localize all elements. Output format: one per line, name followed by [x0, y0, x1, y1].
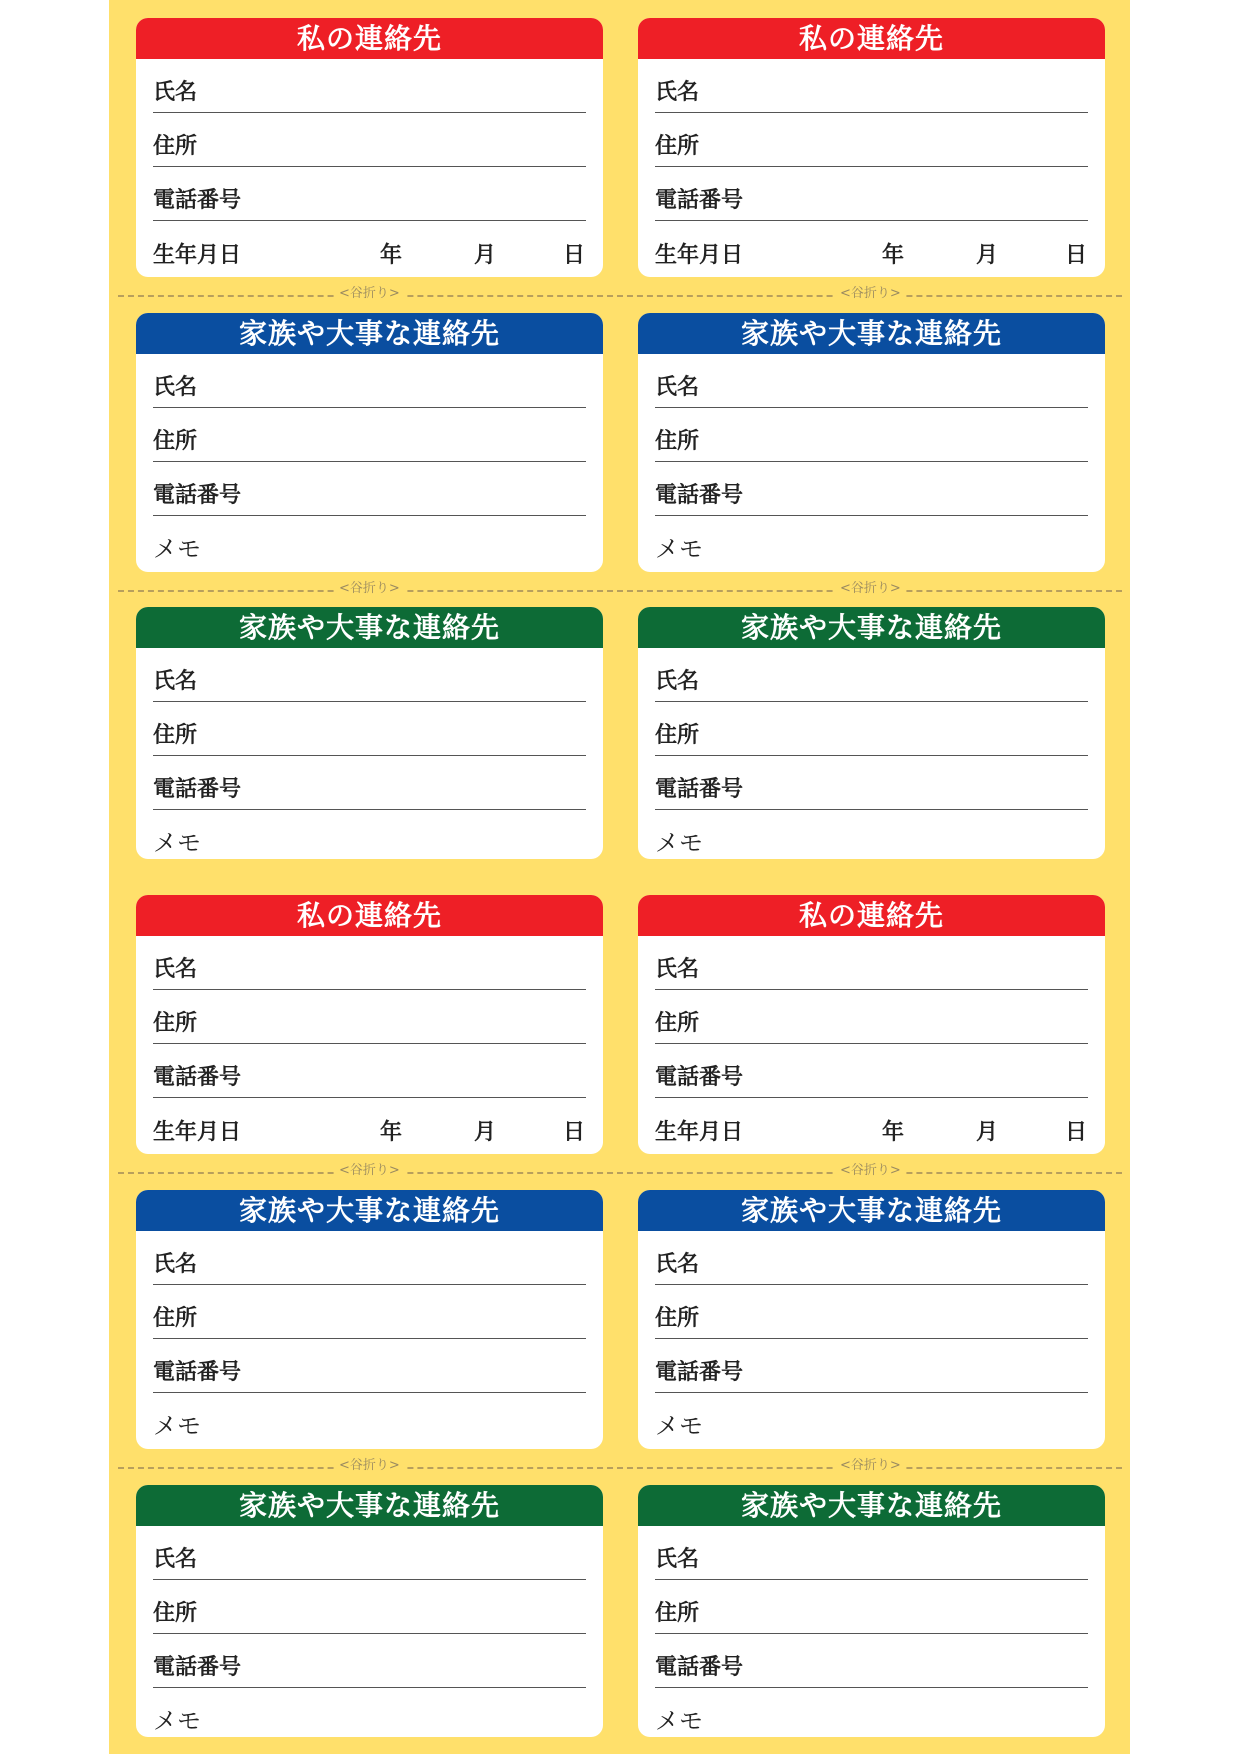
my-contact-card — [638, 895, 1105, 1154]
memo-field[interactable] — [655, 516, 1088, 570]
name-label: 氏名 — [153, 1547, 198, 1572]
phone-field[interactable] — [153, 1634, 586, 1688]
fold-label: <谷折り> — [335, 287, 404, 301]
month-unit-label: 月 — [474, 243, 497, 268]
name-label: 氏名 — [655, 1252, 700, 1277]
day-unit-label: 日 — [563, 1120, 586, 1145]
fold-line — [118, 295, 1122, 297]
fold-label: <谷折り> — [836, 1164, 905, 1178]
fold-label: <谷折り> — [335, 1459, 404, 1473]
card-title: 私の連絡先 — [638, 895, 1105, 936]
memo-field[interactable] — [655, 810, 1088, 859]
phone-field[interactable] — [655, 1044, 1088, 1098]
memo-field[interactable] — [153, 1393, 586, 1447]
birthday-label: 生年月日 — [153, 1120, 242, 1145]
name-label: 氏名 — [655, 375, 700, 400]
birthday-label: 生年月日 — [655, 1120, 744, 1145]
family-contact-card — [638, 607, 1105, 859]
birthday-field[interactable] — [655, 221, 1088, 275]
phone-label: 電話番号 — [655, 188, 744, 213]
family-contact-card — [136, 1190, 603, 1449]
memo-label: メモ — [655, 1412, 703, 1440]
phone-label: 電話番号 — [153, 188, 242, 213]
my-contact-card — [638, 18, 1105, 277]
phone-field[interactable] — [655, 167, 1088, 221]
address-label: 住所 — [153, 134, 198, 159]
address-label: 住所 — [655, 723, 700, 748]
year-unit-label: 年 — [882, 1120, 905, 1145]
name-field[interactable] — [655, 354, 1088, 408]
phone-field[interactable] — [655, 1634, 1088, 1688]
name-field[interactable] — [655, 59, 1088, 113]
fold-label: <谷折り> — [335, 582, 404, 596]
card-fields — [638, 648, 1105, 859]
phone-label: 電話番号 — [153, 1655, 242, 1680]
address-field[interactable] — [655, 990, 1088, 1044]
card-fields — [136, 936, 603, 1152]
year-unit-label: 年 — [380, 243, 403, 268]
name-field[interactable] — [153, 1231, 586, 1285]
card-fields — [638, 1526, 1105, 1737]
family-contact-card — [136, 607, 603, 859]
address-field[interactable] — [655, 702, 1088, 756]
name-field[interactable] — [655, 936, 1088, 990]
card-title: 家族や大事な連絡先 — [136, 607, 603, 648]
card-title: 家族や大事な連絡先 — [638, 1485, 1105, 1526]
memo-label: メモ — [655, 535, 703, 563]
memo-label: メモ — [153, 535, 201, 563]
card-fields — [638, 1231, 1105, 1447]
fold-label: <谷折り> — [836, 582, 905, 596]
birthday-field[interactable] — [655, 1098, 1088, 1152]
my-contact-card — [136, 895, 603, 1154]
name-label: 氏名 — [655, 957, 700, 982]
address-label: 住所 — [655, 134, 700, 159]
birthday-label: 生年月日 — [153, 243, 242, 268]
family-contact-card — [136, 313, 603, 572]
card-fields — [638, 936, 1105, 1152]
fold-label: <谷折り> — [836, 287, 905, 301]
phone-label: 電話番号 — [655, 1655, 744, 1680]
card-title: 私の連絡先 — [136, 895, 603, 936]
card-title: 家族や大事な連絡先 — [136, 1485, 603, 1526]
phone-field[interactable] — [153, 1339, 586, 1393]
address-field[interactable] — [655, 1285, 1088, 1339]
name-label: 氏名 — [153, 375, 198, 400]
fold-line — [118, 590, 1122, 592]
phone-label: 電話番号 — [153, 483, 242, 508]
card-title: 家族や大事な連絡先 — [136, 1190, 603, 1231]
card-title: 私の連絡先 — [136, 18, 603, 59]
address-label: 住所 — [153, 1306, 198, 1331]
name-field[interactable] — [153, 648, 586, 702]
day-unit-label: 日 — [1065, 243, 1088, 268]
memo-field[interactable] — [153, 810, 586, 859]
phone-field[interactable] — [655, 756, 1088, 810]
address-field[interactable] — [153, 702, 586, 756]
family-contact-card — [638, 1190, 1105, 1449]
card-title: 私の連絡先 — [638, 18, 1105, 59]
day-unit-label: 日 — [1065, 1120, 1088, 1145]
name-label: 氏名 — [153, 80, 198, 105]
fold-label: <谷折り> — [335, 1164, 404, 1178]
memo-label: メモ — [153, 1412, 201, 1440]
address-field[interactable] — [153, 1580, 586, 1634]
card-title: 家族や大事な連絡先 — [136, 313, 603, 354]
name-field[interactable] — [153, 59, 586, 113]
year-unit-label: 年 — [380, 1120, 403, 1145]
phone-label: 電話番号 — [655, 1360, 744, 1385]
name-label: 氏名 — [153, 669, 198, 694]
birthday-field[interactable] — [153, 1098, 586, 1152]
memo-label: メモ — [655, 1707, 703, 1735]
family-contact-card — [136, 1485, 603, 1737]
fold-line — [118, 1467, 1122, 1469]
card-fields — [638, 354, 1105, 570]
name-field[interactable] — [655, 1526, 1088, 1580]
card-fields — [136, 59, 603, 275]
address-label: 住所 — [153, 1601, 198, 1626]
card-fields — [638, 59, 1105, 275]
month-unit-label: 月 — [976, 243, 999, 268]
name-label: 氏名 — [655, 80, 700, 105]
year-unit-label: 年 — [882, 243, 905, 268]
name-field[interactable] — [655, 1231, 1088, 1285]
phone-field[interactable] — [655, 1339, 1088, 1393]
fold-line — [118, 1172, 1122, 1174]
address-field[interactable] — [655, 408, 1088, 462]
card-fields — [136, 1526, 603, 1737]
name-field[interactable] — [153, 1526, 586, 1580]
phone-field[interactable] — [153, 756, 586, 810]
name-label: 氏名 — [655, 669, 700, 694]
card-fields — [136, 648, 603, 859]
name-field[interactable] — [153, 936, 586, 990]
month-unit-label: 月 — [976, 1120, 999, 1145]
address-label: 住所 — [655, 1011, 700, 1036]
phone-label: 電話番号 — [655, 1065, 744, 1090]
memo-label: メモ — [655, 829, 703, 857]
name-label: 氏名 — [153, 957, 198, 982]
fold-label: <谷折り> — [836, 1459, 905, 1473]
address-field[interactable] — [153, 990, 586, 1044]
address-label: 住所 — [153, 723, 198, 748]
card-title: 家族や大事な連絡先 — [638, 313, 1105, 354]
card-fields — [136, 354, 603, 570]
birthday-field[interactable] — [153, 221, 586, 275]
phone-label: 電話番号 — [655, 483, 744, 508]
address-field[interactable] — [153, 408, 586, 462]
family-contact-card — [638, 1485, 1105, 1737]
phone-label: 電話番号 — [153, 777, 242, 802]
phone-field[interactable] — [153, 167, 586, 221]
card-fields — [136, 1231, 603, 1447]
card-title: 家族や大事な連絡先 — [638, 607, 1105, 648]
memo-field[interactable] — [655, 1688, 1088, 1737]
card-title: 家族や大事な連絡先 — [638, 1190, 1105, 1231]
phone-label: 電話番号 — [153, 1065, 242, 1090]
family-contact-card — [638, 313, 1105, 572]
name-label: 氏名 — [655, 1547, 700, 1572]
name-label: 氏名 — [153, 1252, 198, 1277]
address-field[interactable] — [153, 1285, 586, 1339]
my-contact-card — [136, 18, 603, 277]
address-field[interactable] — [153, 113, 586, 167]
month-unit-label: 月 — [474, 1120, 497, 1145]
phone-field[interactable] — [655, 462, 1088, 516]
name-field[interactable] — [153, 354, 586, 408]
memo-label: メモ — [153, 1707, 201, 1735]
address-label: 住所 — [153, 429, 198, 454]
phone-field[interactable] — [153, 1044, 586, 1098]
day-unit-label: 日 — [563, 243, 586, 268]
memo-label: メモ — [153, 829, 201, 857]
phone-label: 電話番号 — [153, 1360, 242, 1385]
phone-field[interactable] — [153, 462, 586, 516]
address-label: 住所 — [153, 1011, 198, 1036]
address-label: 住所 — [655, 1306, 700, 1331]
memo-field[interactable] — [153, 1688, 586, 1737]
birthday-label: 生年月日 — [655, 243, 744, 268]
address-field[interactable] — [655, 113, 1088, 167]
name-field[interactable] — [655, 648, 1088, 702]
address-label: 住所 — [655, 429, 700, 454]
address-field[interactable] — [655, 1580, 1088, 1634]
address-label: 住所 — [655, 1601, 700, 1626]
memo-field[interactable] — [153, 516, 586, 570]
memo-field[interactable] — [655, 1393, 1088, 1447]
phone-label: 電話番号 — [655, 777, 744, 802]
